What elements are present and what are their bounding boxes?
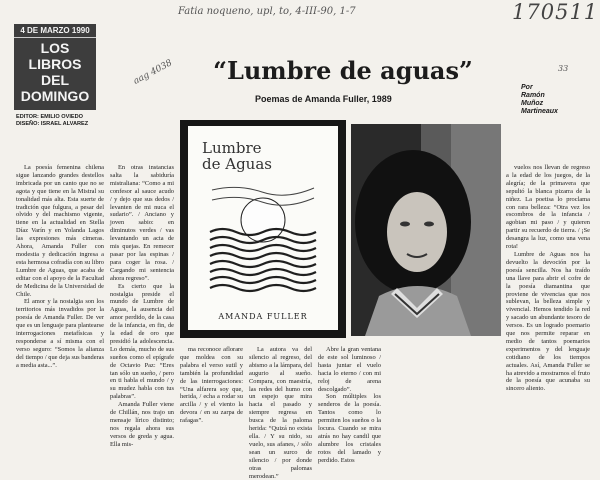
byline-line-3: Muñoz [521, 100, 544, 107]
author-portrait-photo [351, 124, 501, 336]
sun-waves-illustration [208, 180, 318, 298]
article-title: “Lumbre de aguas” [213, 56, 473, 85]
col1-paragraph-1: La poesía femenina chilena sigue lanzando grandes destellos imbricada por un canto que no se agota y que tiene en la Mistral su tonalidad más alta. Esta suerte de tradición que fulgura, a pesar del olvido y del machismo vigente, tiene en la actualidad en Stella Díaz Varín y en Yolanda Lagos las expresiones más cimeras. Ahora, Amanda Fuller con modestia y dedicación ingresa a esta hermosa cofradía con su libro Lumbre de Aguas, que acaba de editar con el apoyo de la Facultad de Medicina de la Universidad de Chile. [16, 164, 104, 298]
book-cover [188, 126, 338, 330]
col3-paragraph: ma reconoce aflorare que moldea con su palabra el verso sutil y también la profundidad de las interrogaciones: “Una alfarera soy que, herida, / echa a rodar su arcilla / y el viento la devora / en su zarpa de rafagas”. [180, 346, 243, 425]
masthead-date: 4 DE MARZO 1990 [14, 26, 96, 38]
handwritten-number: 170511 [512, 0, 599, 24]
col2-paragraph-1: En otras instancias salta la sabiduría mistraliana: “Como a mi confesor al sauce acudo / y dejo que sus dedos / levanten de mi nuca el sudario”. / Anciano y joven sabio: en diminutos verdes / vas levantando un acta de mis quejas. En remecer pasar por las espinas / para coger la rosa. / Cargando mi sentencia ahora regreso”. [110, 164, 174, 282]
text-column-5 [318, 346, 381, 465]
cover-title [202, 140, 322, 172]
byline-line-4: Martineaux [521, 108, 558, 115]
byline-line-1: Por [521, 84, 533, 91]
text-column-3 [180, 346, 243, 425]
col4-paragraph: La autora va del silencio al regreso, del abismo a la lámpara, del augurio al sueño. Compara, con maestría, las redes del humo con un espejo que mira hacia el pasado y siempre regresa en busca de la paloma herida: “Quizá no exista ella. / Y su nido, su vuelo, sus afanes, / sólo sean un surco de silencio / por donde otras palomas merodean.” [249, 346, 312, 480]
col6-paragraph-1: vuelos nos llevan de regreso a la edad de los juegos, de la alegría; de la primavera que sepultó la blanca pizarra de la niñez. La poetisa lo proclama con rara belleza: “Otra vez los escombros de la infancia / agobian mi paso / y quieren partir su recuerdo de tierra. / ¡Se desangra la luz, como una vena rota! [506, 164, 590, 251]
handwritten-note: Fatia noqueno, upl, to, 4-III-90, 1-7 [178, 6, 356, 17]
masthead-line-4: DOMINGO [20, 88, 90, 104]
byline-line-2: Ramón [521, 92, 545, 99]
byline [521, 84, 581, 116]
col2-paragraph-3: Amanda Fuller viene de Chillán, nos trajo un mensaje lírico distinto; nos regala ahora sus versos de greda y agua. Ella mis- [110, 401, 174, 448]
text-column-6 [506, 164, 590, 393]
masthead-line-1: LOS [40, 40, 70, 56]
handwritten-corner-number: 33 [558, 64, 569, 73]
handwritten-side-note: aag 4038 [132, 58, 175, 87]
masthead-line-3: DEL [41, 72, 69, 88]
text-column-1 [16, 164, 104, 370]
col1-paragraph-2: El amor y la nostalgia son los territorios más invadidos por la poesía de Amanda Fuller. De ver que es un lenguaje para plantearse interrogaciones metafísicas y responderse a sí misma con el verso seguro: “Somos la alianza del tiempo / que deja sus banderas a media asta...”. [16, 298, 104, 369]
text-column-4 [249, 346, 312, 480]
masthead-line-2: LIBROS [28, 56, 82, 72]
cover-title-line-1: Lumbre [202, 139, 262, 157]
text-column-2 [110, 164, 174, 449]
col5-paragraph-1: Abre la gran ventana de este sol luminoso / hasta juntar el vuelo hacia lo eterno / con mi reloj de arena descolgado”. [318, 346, 381, 393]
editor-credit: EDITOR: EMILIO OVIEDO [16, 114, 84, 120]
section-masthead [14, 24, 96, 110]
design-credit: DISEÑO: ISRAEL ALVAREZ [16, 121, 89, 127]
cover-author: AMANDA FULLER [218, 312, 308, 321]
col5-paragraph-2: Son múltiples los senderos de la poesía. Tantos como lo permiten los sueños o la locura. Cuando se mira atrás no hay candil que alumbre los cristales rotos del lamado y perdido. Estos [318, 393, 381, 464]
col2-paragraph-2: Es cierto que la nostalgia preside el mundo de Lumbre de Aguas, la ausencia del amor perdido, de la casa de la infancia, en fin, de la edad de oro que presidió la adolescencia. Lo demás, mucho de sus sueños como el epígrafe de Octavio Paz: “Eres tan sólo un sueño, / pero en ti habla el mundo / y su mudez habla con tus palabras”. [110, 282, 174, 401]
article-subtitle: Poemas de Amanda Fuller, 1989 [255, 94, 392, 104]
cover-title-line-2: de Aguas [202, 155, 272, 173]
credits [16, 114, 102, 128]
col6-paragraph-2: Lumbre de Aguas nos ha devuelto la devoción por la poesía sencilla. Nos ha traído una llave para abrir el cofre de la poesía diamantina que proviene de vivencias que nos sublevan, la belleza simple y vivencial. Hemos tendido la red y sacado un abundante tesoro de versos. Es un logrado poemario que nos permite reparar en medio de tantos poemarios experimentos y del lenguaje cotidiano de los tiempos actuales. Así, Amanda Fuller se ha atrevido a mostrarnos el fruto de la poesía que acunaba su sincero aliento. [506, 250, 590, 393]
